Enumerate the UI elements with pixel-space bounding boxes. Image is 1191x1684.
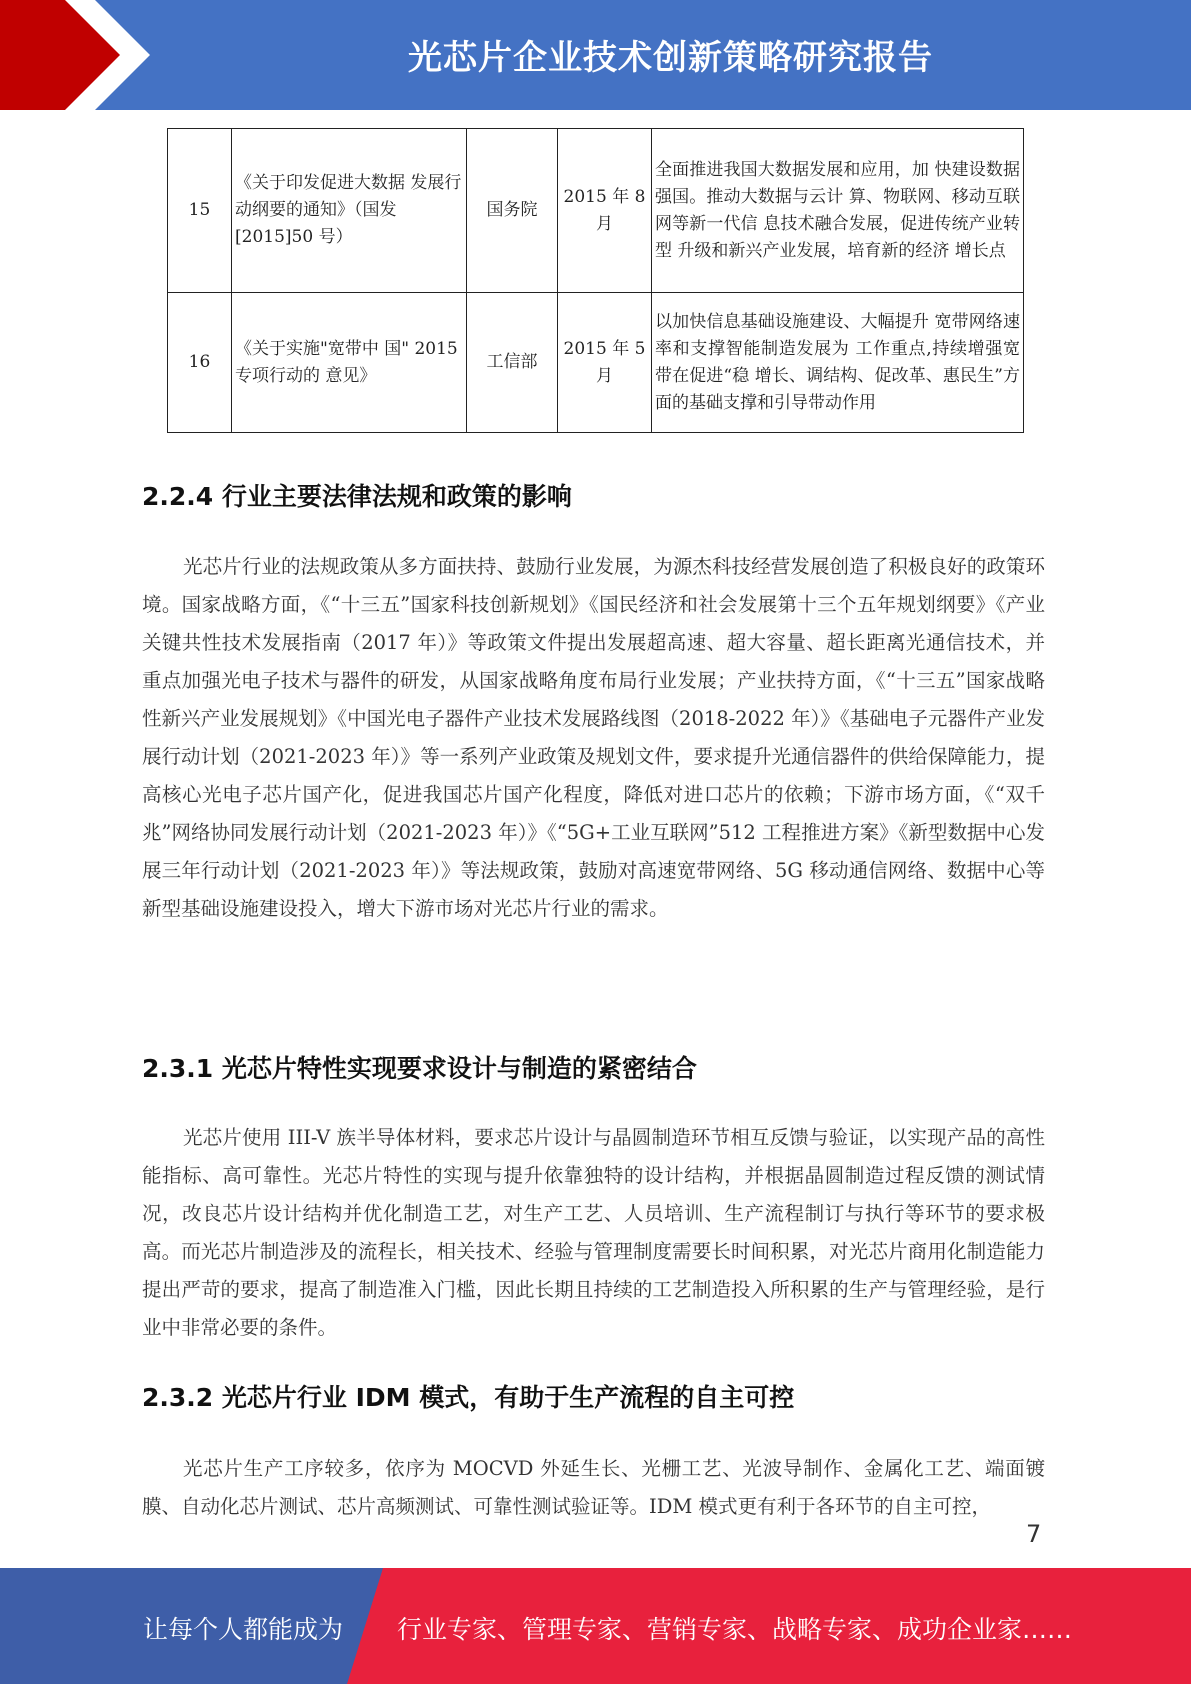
page-number: 7: [1026, 1520, 1042, 1548]
issuing-body: 工信部: [467, 293, 558, 433]
issue-date: 2015 年 5 月: [558, 293, 652, 433]
section-paragraph-2-3-2: 光芯片生产工序较多，依序为 MOCVD 外延生长、光栅工艺、光波导制作、金属化工艺、端面镀膜、自动化芯片测试、芯片高频测试、可靠性测试验证等。IDM 模式更有利于各环节的自主可控，: [142, 1457, 1045, 1518]
footer-slogan-right: 行业专家、管理专家、营销专家、战略专家、成功企业家……: [397, 1615, 1073, 1644]
table-row: [168, 293, 1024, 433]
report-title: 光芯片企业技术创新策略研究报告: [408, 38, 933, 78]
section-paragraph-2-3-1: 光芯片使用 III-V 族半导体材料，要求芯片设计与晶圆制造环节相互反馈与验证，以实现产品的高性能指标、高可靠性。光芯片特性的实现与提升依靠独特的设计结构，并根据晶圆制造过程反馈的测试情况，改良芯片设计结构并优化制造工艺，对生产工艺、人员培训、生产流程制订与执行等环节的要求极高。而光芯片制造涉及的流程长，相关技术、经验与管理制度需要长时间积累，对光芯片商用化制造能力提出严苛的要求，提高了制造准入门槛，因此长期且持续的工艺制造投入所积累的生产与管理经验，是行业中非常必要的条件。: [142, 1126, 1045, 1339]
section-heading-2-3-2: 2.3.2 光芯片行业 IDM 模式，有助于生产流程的自主可控: [142, 1383, 795, 1412]
policy-description: 以加快信息基础设施建设、大幅提升 宽带网络速率和支撑智能制造发展为 工作重点,持续增强宽带在促进“稳 增长、调结构、促改革、惠民生”方 面的基础支撑和引导带动作用: [652, 293, 1024, 433]
section-heading-2-3-1: 2.3.1 光芯片特性实现要求设计与制造的紧密结合: [142, 1054, 697, 1083]
issuing-body: 国务院: [467, 129, 558, 293]
header-arrow-icon: [0, 0, 160, 110]
policy-name: 《关于实施"宽带中 国" 2015 专项行动的 意见》: [232, 293, 467, 433]
header-bar: [0, 0, 1191, 110]
footer-bar: [0, 1568, 1191, 1684]
section-paragraph-2-2-4: 光芯片行业的法规政策从多方面扶持、鼓励行业发展，为源杰科技经营发展创造了积极良好的政策环境。国家战略方面，《“十三五”国家科技创新规划》《国民经济和社会发展第十三个五年规划纲要》《产业关键共性技术发展指南（2017 年）》等政策文件提出发展超高速、超大容量、超长距离光通信技术，并重点加强光电子技术与器件的研发，从国家战略角度布局行业发展；产业扶持方面，《“十三五”国家战略性新兴产业发展规划》《中国光电子器件产业技术发展路线图（2018-2022 年）》《基础电子元器件产业发展行动计划（2021-2023 年）》等一系列产业政策及规划文件，要求提升光通信器件的供给保障能力，提高核心光电子芯片国产化，促进我国芯片国产化程度，降低对进口芯片的依赖；下游市场方面，《“双千兆”网络协同发展行动计划（2021-2023 年）》《“5G+工业互联网”512 工程推进方案》《新型数据中心发展三年行动计划（2021-2023 年）》等法规政策，鼓励对高速宽带网络、5G 移动通信网络、数据中心等新型基础设施建设投入，增大下游市场对光芯片行业的需求。: [142, 555, 1045, 920]
row-number: 16: [168, 293, 232, 433]
issue-date: 2015 年 8 月: [558, 129, 652, 293]
table-row: [168, 129, 1024, 293]
row-number: 15: [168, 129, 232, 293]
policy-table: [167, 128, 1024, 433]
policy-description: 全面推进我国大数据发展和应用，加 快建设数据强国。推动大数据与云计 算、物联网、移动互联网等新一代信 息技术融合发展，促进传统产业转型 升级和新兴产业发展，培育新的经济 增长点: [652, 129, 1024, 293]
policy-name: 《关于印发促进大数据 发展行动纲要的通知》（国发[2015]50 号）: [232, 129, 467, 293]
section-heading-2-2-4: 2.2.4 行业主要法律法规和政策的影响: [142, 482, 572, 511]
footer-slogan-left: 让每个人都能成为: [143, 1615, 344, 1644]
